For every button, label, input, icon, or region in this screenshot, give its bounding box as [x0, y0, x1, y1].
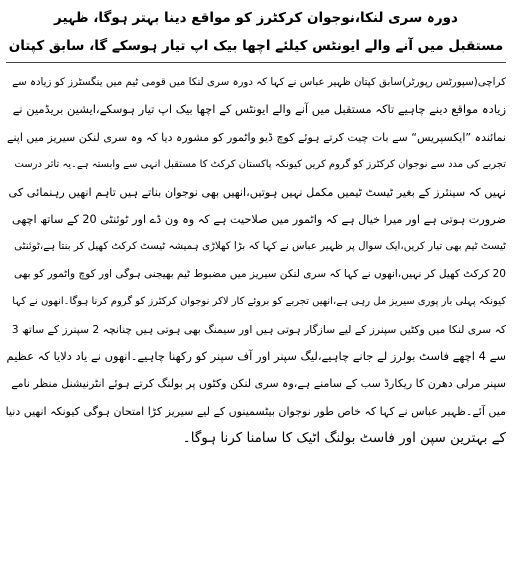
body-line: ضرورت ہوتی ہے اور میرا خیال ہے کہ واٹمور میں صلاحیت ہے کہ وہ ون ڈے اور ٹوئنٹی 20 کے ساتھ اچھی [11, 213, 506, 227]
body-line: کراچی(سپورٹس رپورٹر)سابق کپتان ظہیر عباس نے کہا کہ دورہ سری لنکا میں قومی ٹیم میں ینگسٹرز کو زیادہ سے [12, 76, 506, 88]
article-body [6, 69, 506, 453]
body-line: سپنر مرلی دھرن کا ریکارڈ سب کے سامنے ہے،وہ سری لنکن وکٹوں پر بولنگ کرتے ہوئے انٹرنیشنل منظر نامے [11, 377, 506, 391]
body-line: ٹیسٹ ٹیم بھی تیار کریں،ایک سوال پر ظہیر عباس نے کہا کہ بڑا کھلاڑی ہمیشہ ٹیسٹ کرکٹ کھیل کر بنتا ہے،ٹوئنٹی [14, 240, 506, 253]
headline-line-1: دورہ سری لنکا،نوجوان کرکٹرز کو مواقع دینا بہتر ہوگا، ظہیر [54, 10, 458, 26]
body-line: کہ سری لنکا میں وکٹیں سپنرز کے لیے سازگار ہوتی ہیں اور سیمنگ بھی ہوتی ہیں چنانچہ 2 سپنرز کے ساتھ 3 [11, 322, 506, 336]
body-line: 20 کرکٹ کھیل کر نہیں،انھوں نے کہا کہ سری لنکن سیریز میں مضبوط ٹیم بھیجنی ہوگی اور کوچ واٹمور کو بھی [14, 267, 506, 280]
body-line: سے 4 اچھے فاسٹ بولرز لے جانے چاہیے،لیگ سپنر اور آف سپنر کو رکھنا چاہیے۔انھوں نے یاد دلایا کہ عظیم [6, 349, 506, 364]
body-line: کیونکہ پہلی بار پوری سیریز مل رہی ہے،انھیں تجربے کو بروئے کار لاکر نوجوان کرکٹرز کو گروم کرنا ہوگا۔انھوں نے کہا [12, 296, 506, 308]
headline-divider [6, 62, 506, 63]
body-line: نمائندہ ”ایکسپریس“ سے بات چیت کرتے ہوئے کوچ ڈیو واٹمور کو مشورہ دیا کہ وہ سری لنکن سیریز میں اپنے [7, 130, 506, 144]
body-line: کے بہترین سپن اور فاسٹ بولنگ اٹیک کا سامنا کرنا ہوگا۔ [182, 430, 506, 447]
body-line: تجربے کی مدد سے نوجوان کرکٹرز کو گروم کریں کیونکہ پاکستان کرکٹ کا مستقبل انہی سے وابستہ ہے۔یہ تاثر درست [14, 159, 506, 171]
body-line: نہیں کہ سینئرز کے بغیر ٹیسٹ ٹیمیں مکمل نہیں ہوتیں،انھیں بھی نوجوان بناتے ہیں تاہم انھیں رہنمائی کی [8, 185, 506, 199]
headline-line-2: مستقبل میں آنے والے ایونٹس کیلئے اچھا بیک اپ تیار ہوسکے گا، سابق کپتان [8, 38, 504, 54]
body-line: میں آئے۔ظہیر عباس نے کہا کہ خاص طور نوجوان بیٹسمینوں کے لیے سیریز کڑا امتحان ہوگی کیونکہ انھیں دنیا [6, 404, 506, 418]
body-line: زیادہ مواقع دینے چاہیے تاکہ مستقبل میں آنے والے ایونٹس کے اچھا بیک اپ تیار ہوسکے،ایشین بریڈمین نے [12, 102, 506, 117]
